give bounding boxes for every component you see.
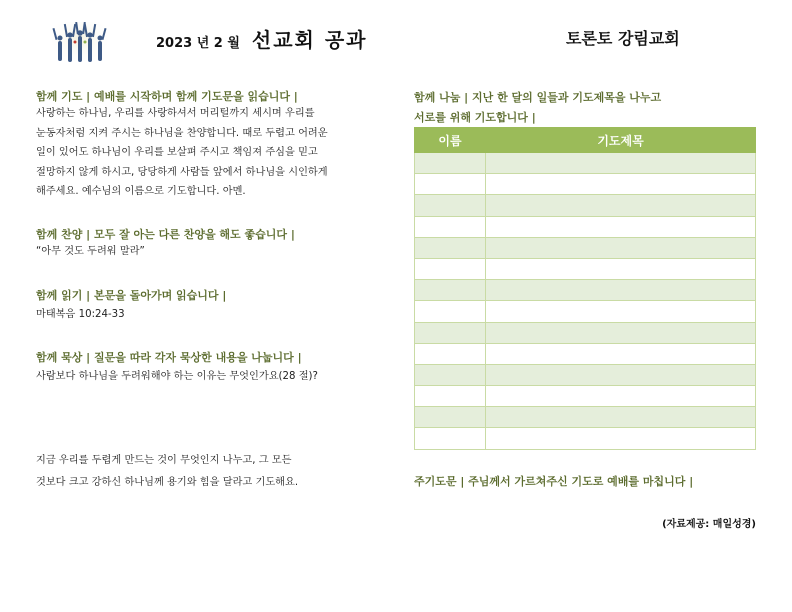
name-cell[interactable] (415, 322, 486, 343)
name-cell[interactable] (415, 153, 486, 174)
name-cell[interactable] (415, 280, 486, 301)
table-row (415, 153, 756, 174)
prayer-request-table (414, 127, 756, 450)
table-row (415, 322, 756, 343)
name-cell[interactable] (415, 301, 486, 322)
table-header-row (415, 128, 756, 153)
prayer-cell[interactable] (486, 386, 756, 407)
table-row (415, 280, 756, 301)
name-cell[interactable] (415, 258, 486, 279)
name-cell[interactable] (415, 174, 486, 195)
sharing-heading-line: 함께 나눔 | 지난 한 달의 일들과 기도제목을 나누고 (414, 91, 662, 104)
prayer-cell[interactable] (486, 301, 756, 322)
name-cell[interactable] (415, 216, 486, 237)
prayer-cell[interactable] (486, 407, 756, 428)
table-row (415, 216, 756, 237)
table-row (415, 301, 756, 322)
closing-line: 지금 우리를 두렵게 만드는 것이 무엇인지 나누고, 그 모든 (36, 455, 292, 466)
table-row (415, 195, 756, 216)
table-row (415, 386, 756, 407)
reading-passage: 마태복음 10:24-33 (36, 309, 125, 320)
praise-song: “아무 것도 두려워 말라” (36, 246, 145, 257)
name-cell[interactable] (415, 343, 486, 364)
prayer-cell[interactable] (486, 322, 756, 343)
meditation-question: 사람보다 하나님을 두려워해야 하는 이유는 무엇인가요(28 절)? (36, 371, 318, 382)
prayer-cell[interactable] (486, 258, 756, 279)
column-header-prayer: 기도제목 (486, 128, 756, 153)
people-raising-hands-icon (52, 22, 108, 64)
table-row (415, 237, 756, 258)
closing-line: 것보다 크고 강하신 하나님께 용기와 힘을 달라고 기도해요. (36, 477, 299, 488)
lords-prayer-heading: 주기도문 | 주님께서 가르쳐주신 기도로 예배를 마칩니다 | (414, 475, 694, 488)
prayer-heading: 함께 기도 | 예배를 시작하며 함께 기도문을 읽습니다 | (36, 90, 298, 103)
page-header (156, 24, 368, 54)
table-row (415, 258, 756, 279)
table-row (415, 174, 756, 195)
reading-heading: 함께 읽기 | 본문을 돌아가며 읽습니다 | (36, 289, 227, 302)
name-cell[interactable] (415, 237, 486, 258)
prayer-cell[interactable] (486, 343, 756, 364)
source-credit: (자료제공: 매일성경) (662, 519, 756, 530)
name-cell[interactable] (415, 428, 486, 449)
name-cell[interactable] (415, 386, 486, 407)
prayer-cell[interactable] (486, 195, 756, 216)
table-row (415, 428, 756, 449)
prayer-line: 눈동자처럼 지켜 주시는 하나님을 찬양합니다. 때로 두렵고 어려운 (36, 127, 328, 139)
meditation-heading: 함께 묵상 | 질문을 따라 각자 묵상한 내용을 나눕니다 | (36, 351, 302, 364)
sharing-heading-line: 서로를 위해 기도합니다 | (414, 111, 536, 124)
prayer-cell[interactable] (486, 153, 756, 174)
name-cell[interactable] (415, 407, 486, 428)
sharing-heading (414, 88, 661, 128)
prayer-line: 해주세요. 예수님의 이름으로 기도합니다. 아멘. (36, 186, 246, 197)
prayer-cell[interactable] (486, 174, 756, 195)
name-cell[interactable] (415, 195, 486, 216)
prayer-line: 사랑하는 하나님, 우리를 사랑하셔서 머리털까지 세시며 우리를 (36, 108, 315, 119)
prayer-text (36, 104, 328, 202)
prayer-line: 절망하지 않게 하시고, 당당하게 사람들 앞에서 하나님을 시인하게 (36, 166, 328, 178)
closing-text (36, 450, 298, 494)
table-row (415, 364, 756, 385)
page-title: 선교회 공과 (251, 28, 368, 52)
prayer-cell[interactable] (486, 280, 756, 301)
header-date: 2023 년 2 월 (156, 36, 240, 51)
table-row (415, 343, 756, 364)
church-name: 토론토 강림교회 (566, 29, 680, 48)
column-header-name: 이름 (415, 128, 486, 153)
table-row (415, 407, 756, 428)
prayer-cell[interactable] (486, 364, 756, 385)
prayer-line: 일이 있어도 하나님이 우리를 보살펴 주시고 책임져 주심을 믿고 (36, 147, 318, 158)
name-cell[interactable] (415, 364, 486, 385)
praise-heading: 함께 찬양 | 모두 잘 아는 다른 찬양을 해도 좋습니다 | (36, 228, 295, 241)
prayer-cell[interactable] (486, 237, 756, 258)
prayer-cell[interactable] (486, 428, 756, 449)
prayer-cell[interactable] (486, 216, 756, 237)
